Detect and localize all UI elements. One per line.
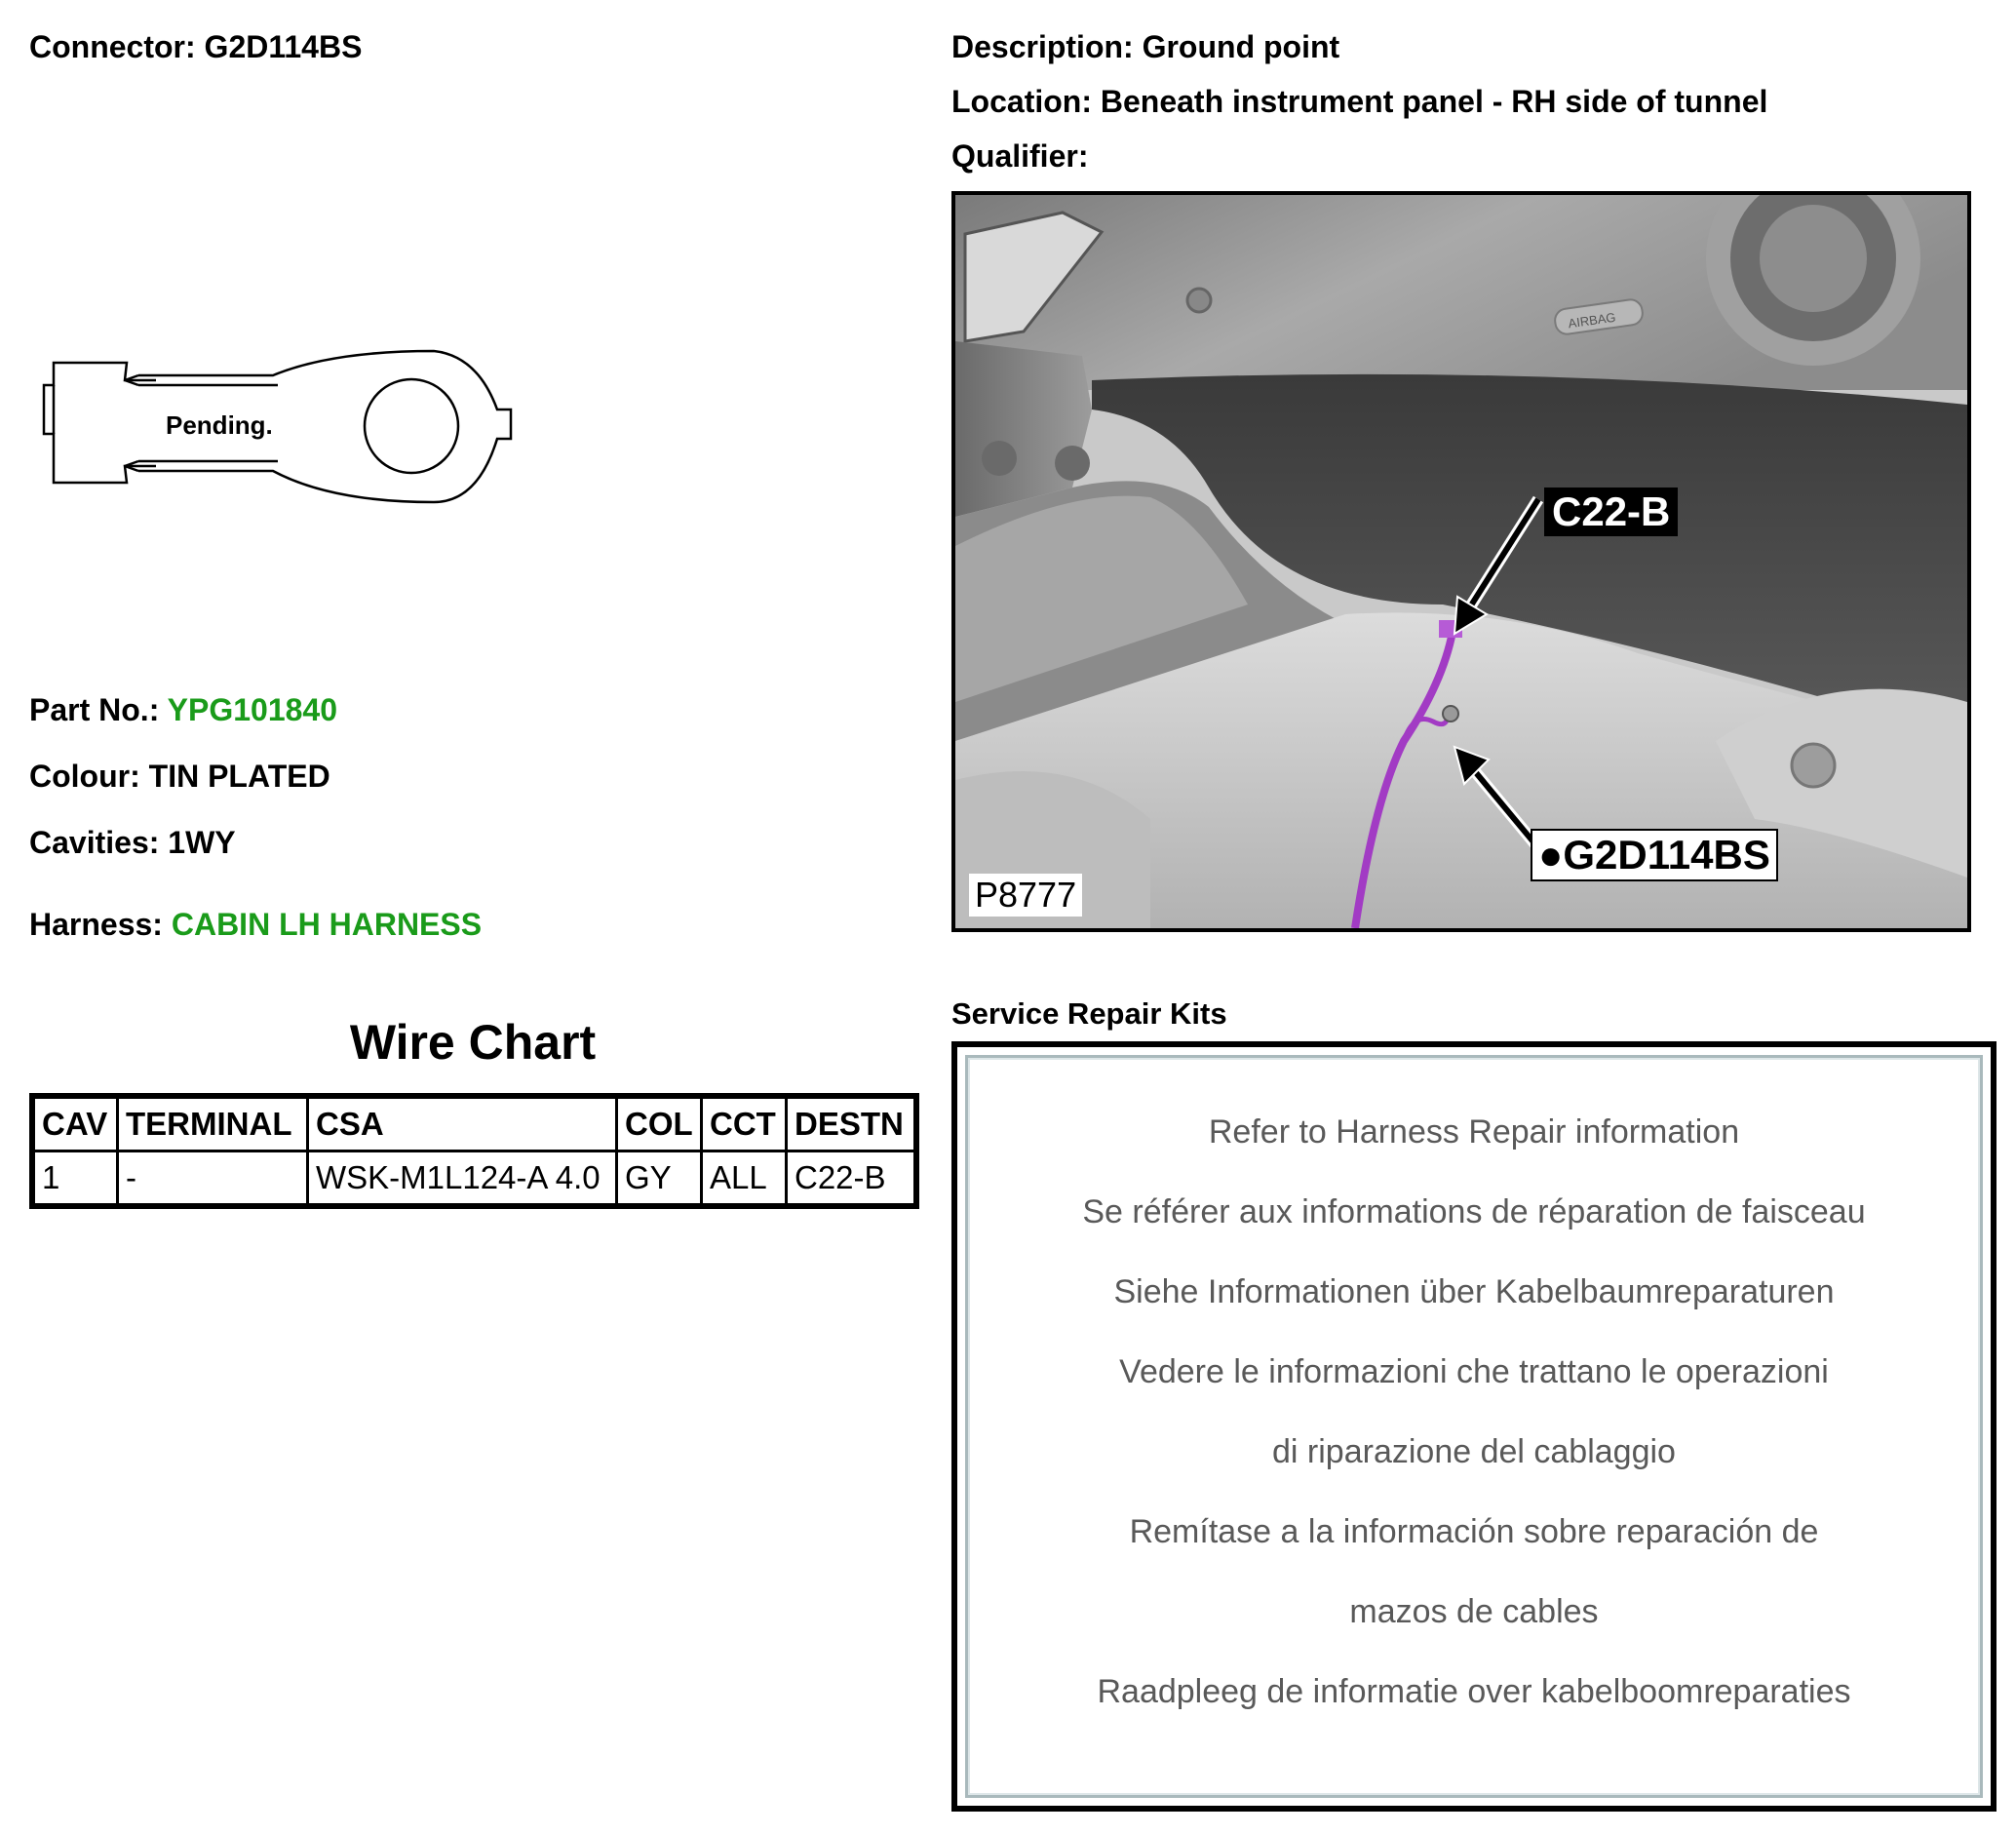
connector-value: G2D114BS <box>204 29 363 64</box>
wire-chart-table <box>29 1093 919 1209</box>
photo-ref-label: P8777 <box>969 874 1082 917</box>
service-repair-kits-inner <box>965 1055 1983 1798</box>
cell-col: GY <box>617 1151 702 1207</box>
kit-line: Remítase a la información sobre reparación de <box>1129 1513 1819 1550</box>
wire-chart-header-row <box>32 1096 916 1151</box>
connector-label: Connector: <box>29 29 196 64</box>
description-field <box>951 29 1339 65</box>
header-cct: CCT <box>702 1096 787 1151</box>
header-destn: DESTN <box>787 1096 917 1151</box>
harness-label: Harness: <box>29 907 163 942</box>
kit-line: Se référer aux informations de réparation de faisceau <box>1082 1193 1866 1230</box>
table-row <box>32 1151 916 1207</box>
location-value: Beneath instrument panel - RH side of tunnel <box>1100 84 1768 119</box>
part-no-link[interactable]: YPG101840 <box>167 692 338 727</box>
harness-link[interactable]: CABIN LH HARNESS <box>171 907 483 942</box>
connector-field <box>29 29 362 65</box>
callout-g2d114bs: ●G2D114BS <box>1531 829 1778 881</box>
colour-value: TIN PLATED <box>148 759 330 794</box>
description-label: Description: <box>951 29 1134 64</box>
cell-cct: ALL <box>702 1151 787 1207</box>
header-cav: CAV <box>32 1096 118 1151</box>
cell-cav: 1 <box>32 1151 118 1207</box>
colour-field <box>29 759 330 795</box>
cell-terminal: - <box>118 1151 308 1207</box>
kit-line: mazos de cables <box>1349 1593 1599 1630</box>
cell-csa: WSK-M1L124-A 4.0 <box>308 1151 617 1207</box>
header-csa: CSA <box>308 1096 617 1151</box>
wire-chart-title: Wire Chart <box>349 1015 597 1070</box>
header-col: COL <box>617 1096 702 1151</box>
instrument-panel-illustration <box>955 195 1967 928</box>
location-photo <box>951 191 1971 932</box>
description-value: Ground point <box>1142 29 1340 64</box>
qualifier-field <box>951 138 1088 175</box>
service-repair-kits-heading: Service Repair Kits <box>951 996 1227 1031</box>
part-no-label: Part No.: <box>29 692 160 727</box>
callout-c22b: C22-B <box>1544 488 1678 536</box>
cavities-value: 1WY <box>168 825 236 860</box>
airbag-label: AIRBAG <box>1567 309 1617 332</box>
cavities-field <box>29 825 236 861</box>
cell-destn: C22-B <box>787 1151 917 1207</box>
colour-label: Colour: <box>29 759 140 794</box>
ring-terminal-drawing <box>39 341 526 512</box>
service-repair-kits-box <box>951 1041 1997 1812</box>
kit-line: di riparazione del cablaggio <box>1272 1433 1676 1470</box>
qualifier-label: Qualifier: <box>951 138 1089 174</box>
kit-line: Siehe Informationen über Kabelbaumreparaturen <box>1113 1273 1835 1310</box>
header-terminal: TERMINAL <box>118 1096 308 1151</box>
harness-field <box>29 907 482 943</box>
location-label: Location: <box>951 84 1092 119</box>
location-field <box>951 84 1767 120</box>
terminal-pending-text: Pending. <box>166 410 273 440</box>
part-no-field <box>29 692 337 728</box>
kit-line: Vedere le informazioni che trattano le operazioni <box>1119 1353 1829 1390</box>
cavities-label: Cavities: <box>29 825 160 860</box>
kit-line: Refer to Harness Repair information <box>1208 1113 1740 1151</box>
kit-line: Raadpleeg de informatie over kabelboomreparaties <box>1097 1673 1851 1710</box>
